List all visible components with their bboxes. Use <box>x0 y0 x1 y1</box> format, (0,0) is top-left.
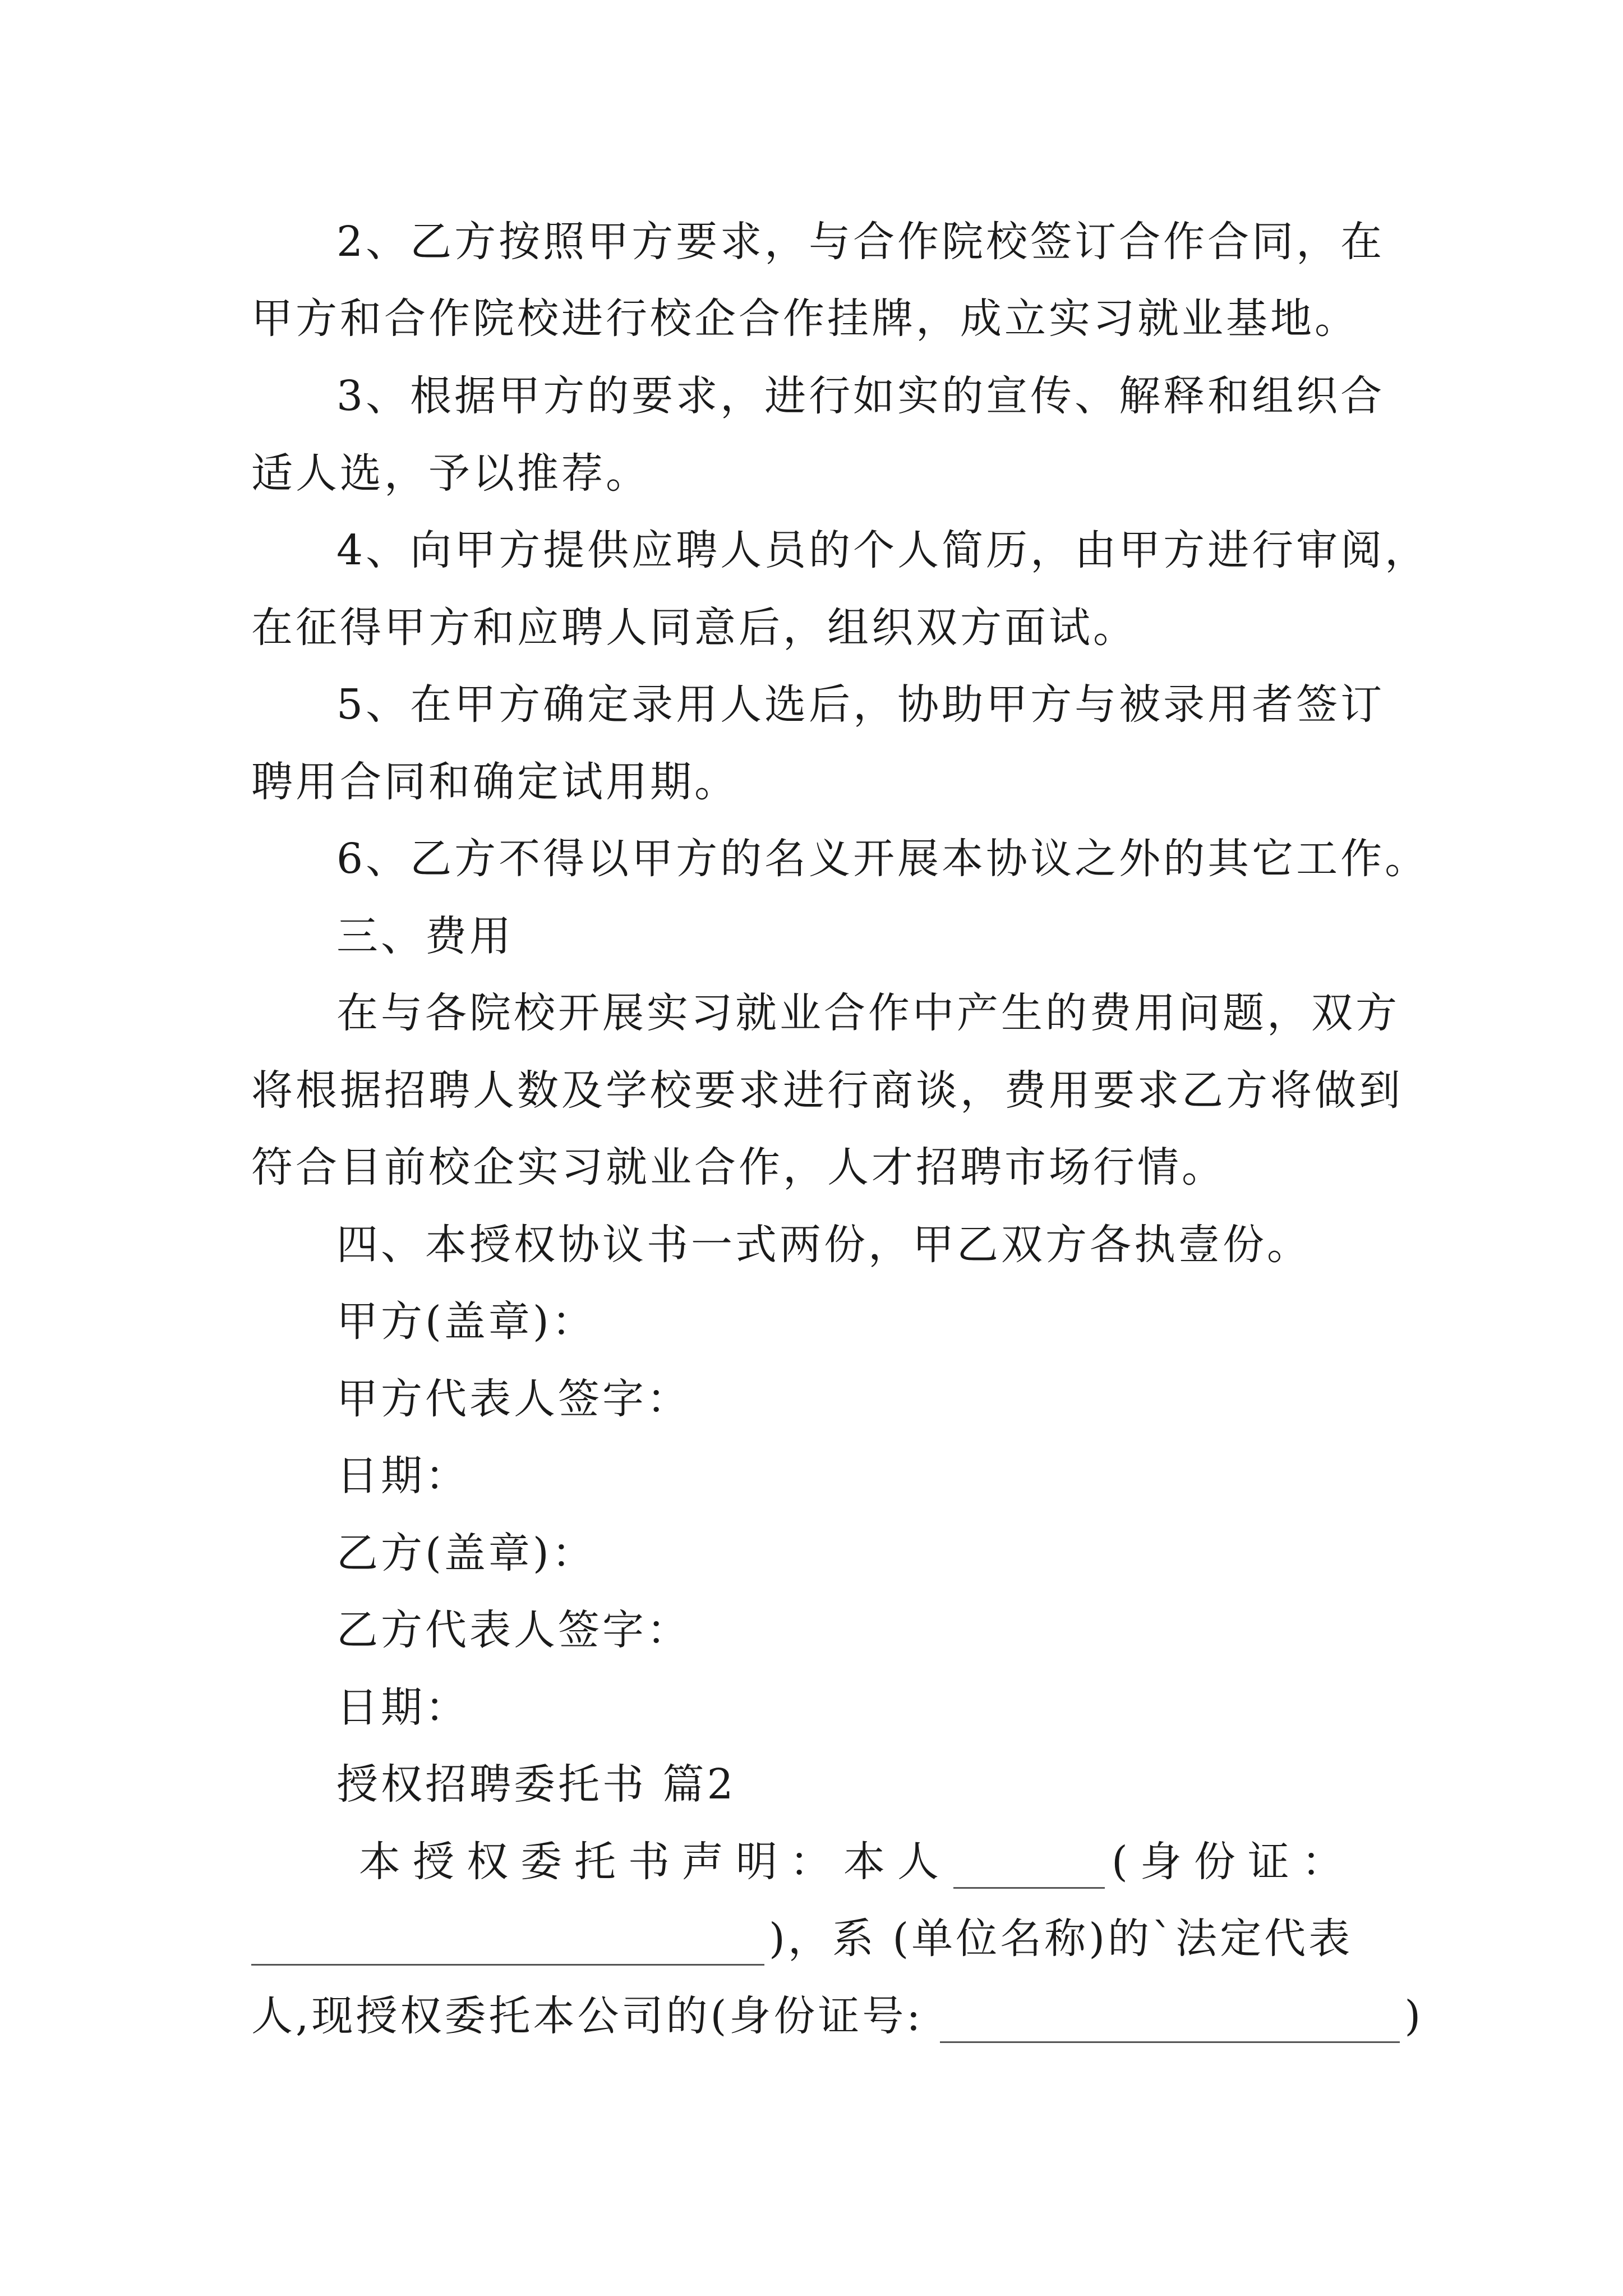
declaration-line <box>359 1835 1355 1889</box>
declaration-text: )，系 (单位名称)的`法定代表 <box>769 1915 1353 1963</box>
paragraph-line: 3、根据甲方的要求，进行如实的宣传、解释和组织合 <box>336 372 1385 420</box>
section-heading: 三、费用 <box>336 912 514 960</box>
signature-field-label: 甲方代表人签字： <box>336 1375 691 1423</box>
paragraph-line: 将根据招聘人数及学校要求进行商谈，费用要求乙方将做到 <box>251 1066 1403 1115</box>
paragraph-line: 在与各院校开展实习就业合作中产生的费用问题，双方 <box>336 989 1400 1037</box>
paragraph-line: 甲方和合作院校进行校企合作挂牌，成立实习就业基地。 <box>251 295 1359 343</box>
id-number-blank <box>251 1925 764 1966</box>
paragraph-line: 聘用合同和确定试用期。 <box>251 758 739 806</box>
declaration-text: 人,现授权委托本公司的(身份证号: <box>251 1992 924 2040</box>
signature-field-label: 乙方代表人签字： <box>336 1606 691 1654</box>
signature-field-label: 甲方(盖章)： <box>336 1297 596 1346</box>
date-field-label: 日期： <box>336 1683 469 1732</box>
signature-field-label: 乙方(盖章)： <box>336 1529 596 1577</box>
paragraph-line: 2、乙方按照甲方要求，与合作院校签订合作合同，在 <box>336 218 1385 266</box>
paragraph-line: 5、在甲方确定录用人选后，协助甲方与被录用者签订 <box>336 680 1385 729</box>
declaration-text: ) <box>1404 1992 1424 2040</box>
paragraph-line: 四、本授权协议书一式两份，甲乙双方各执壹份。 <box>336 1221 1311 1269</box>
paragraph-line: 6、乙方不得以甲方的名义开展本协议之外的其它工作。 <box>336 835 1430 883</box>
declaration-text: (身份证： <box>1112 1838 1355 1886</box>
document-heading: 授权招聘委托书 篇2 <box>336 1760 736 1809</box>
declaration-line <box>251 1989 1423 2043</box>
name-blank <box>953 1848 1105 1889</box>
paragraph-line: 适人选，予以推荐。 <box>251 449 650 498</box>
declaration-text: 本授权委托书声明：本人 <box>359 1838 951 1886</box>
declaration-line <box>251 1912 1353 1966</box>
paragraph-line: 在征得甲方和应聘人同意后，组织双方面试。 <box>251 604 1137 652</box>
paragraph-line: 4、向甲方提供应聘人员的个人简历，由甲方进行审阅， <box>336 526 1430 574</box>
id-number-blank <box>940 2002 1400 2043</box>
paragraph-line: 符合目前校企实习就业合作，人才招聘市场行情。 <box>251 1143 1226 1191</box>
date-field-label: 日期： <box>336 1452 469 1500</box>
